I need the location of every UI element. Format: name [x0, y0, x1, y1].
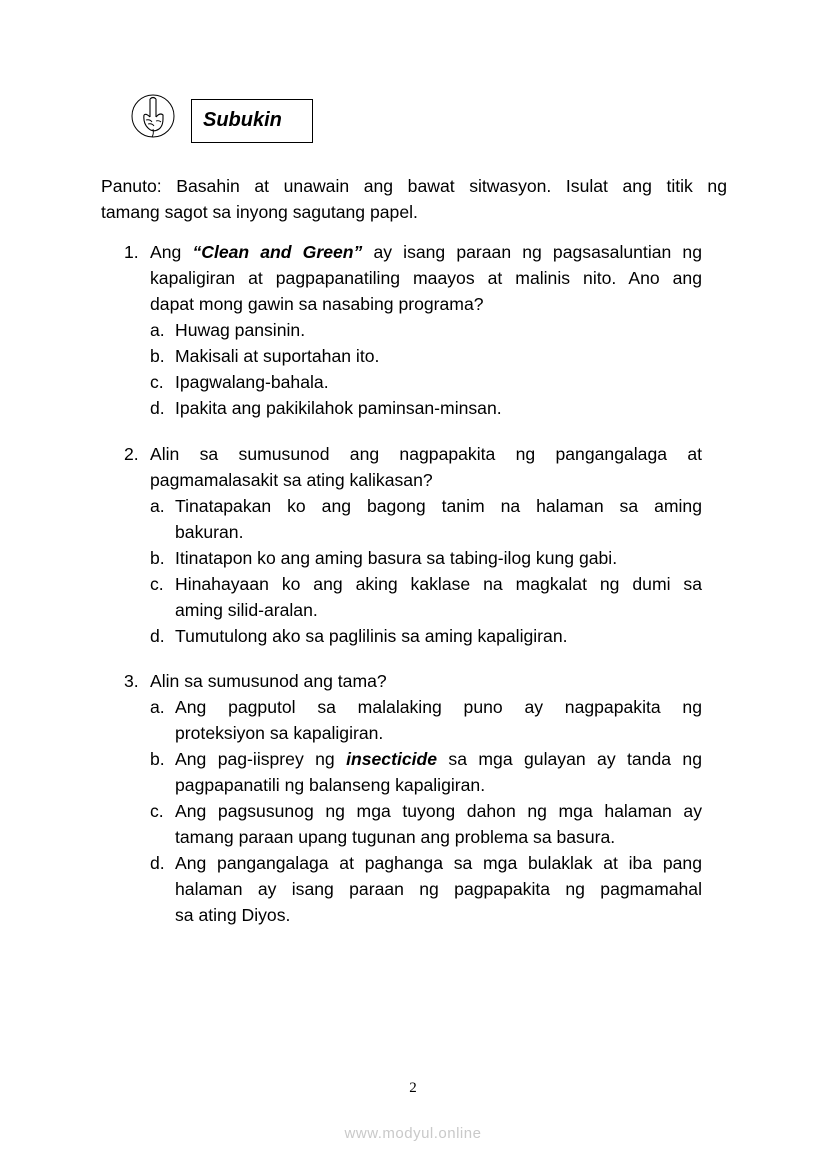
choice-a: [150, 694, 702, 746]
choice-text: aming silid-aralan.: [175, 600, 318, 620]
stem-line: [150, 239, 702, 265]
choice-letter: d.: [150, 853, 165, 873]
choice-text: Itinatapon ko ang aming basura sa tabing-ilog kung gabi.: [175, 548, 618, 568]
choice-text-part: sa mga gulayan ay tanda ng: [437, 749, 702, 769]
choice-letter: d.: [150, 398, 165, 418]
stem-line: dapat mong gawin sa nasabing programa?: [150, 294, 484, 314]
choice-text: Huwag pansinin.: [175, 320, 306, 340]
section-title-box: [191, 99, 313, 143]
choice-c: [150, 369, 702, 395]
choice-letter: c.: [150, 801, 164, 821]
choice-letter: a.: [150, 496, 165, 516]
choice-b: [150, 545, 702, 571]
choice-text: Makisali at suportahan ito.: [175, 346, 380, 366]
question-stem: [150, 668, 702, 694]
choice-letter: c.: [150, 372, 164, 392]
choice-text: Tinatapakan ko ang bagong tanim na halaman sa aming: [175, 496, 702, 516]
choice-a: [150, 317, 702, 343]
choice-letter: b.: [150, 749, 165, 769]
choice-text: pagpapanatili ng balanseng kapaligiran.: [175, 775, 486, 795]
choice-text: [175, 746, 702, 772]
page-number: 2: [409, 1080, 417, 1096]
choice-text: bakuran.: [175, 522, 244, 542]
choice-text-part: Ang pag-iisprey ng: [175, 749, 347, 769]
instructions-line: Panuto: Basahin at unawain ang bawat sitwasyon. Isulat ang titik ng: [101, 176, 727, 196]
instructions: [101, 173, 727, 225]
choice-text: Ipagwalang-bahala.: [175, 372, 329, 392]
question-number: 2.: [124, 444, 139, 464]
choice-text: tamang paraan upang tugunan ang problema sa basura.: [175, 827, 616, 847]
choice-letter: a.: [150, 320, 165, 340]
emphasized-term: “Clean and Green”: [192, 242, 363, 262]
watermark: www.modyul.online: [344, 1125, 482, 1142]
choice-d: [150, 850, 702, 928]
choice-b: [150, 343, 702, 369]
stem-line: Alin sa sumusunod ang nagpapakita ng pangangalaga at: [150, 444, 702, 464]
choice-text: Ang pangangalaga at paghanga sa mga bulaklak at iba pang: [175, 853, 702, 873]
question-number: 1.: [124, 242, 139, 262]
choice-b: [150, 746, 702, 798]
choice-letter: b.: [150, 548, 165, 568]
stem-line: Alin sa sumusunod ang tama?: [150, 671, 387, 691]
question-stem: [150, 239, 702, 317]
choice-letter: c.: [150, 574, 164, 594]
choice-c: [150, 571, 702, 623]
stem-text: Ang: [150, 242, 193, 262]
choice-text: sa ating Diyos.: [175, 905, 291, 925]
choice-text: Tumutulong ako sa paglilinis sa aming kapaligiran.: [175, 626, 568, 646]
choice-a: [150, 493, 702, 545]
section-title: Subukin: [203, 109, 282, 131]
choice-d: [150, 395, 702, 421]
choice-letter: a.: [150, 697, 165, 717]
choice-text: halaman ay isang paraan ng pagpapakita ng pagmamahal: [175, 879, 702, 899]
stem-text: ay isang paraan ng pagsasaluntian ng: [362, 242, 702, 262]
choice-d: [150, 623, 702, 649]
instructions-line: tamang sagot sa inyong sagutang papel.: [101, 202, 418, 222]
stem-line: pagmamalasakit sa ating kalikasan?: [150, 470, 433, 490]
question-number: 3.: [124, 671, 139, 691]
choice-list: [150, 694, 702, 928]
choice-letter: d.: [150, 626, 165, 646]
choice-c: [150, 798, 702, 850]
choice-text: Ang pagsusunog ng mga tuyong dahon ng mga halaman ay: [175, 801, 702, 821]
choice-list: [150, 317, 702, 421]
choice-text: proteksiyon sa kapaligiran.: [175, 723, 384, 743]
question-stem: [150, 441, 702, 493]
choice-list: [150, 493, 702, 649]
choice-text: Ang pagputol sa malalaking puno ay nagpapakita ng: [175, 697, 702, 717]
hand-pointing-icon: [130, 93, 176, 139]
choice-letter: b.: [150, 346, 165, 366]
choice-text: Hinahayaan ko ang aking kaklase na magkalat ng dumi sa: [175, 574, 702, 594]
stem-line: kapaligiran at pagpapanatiling maayos at malinis nito. Ano ang: [150, 268, 702, 288]
emphasized-term: insecticide: [346, 749, 438, 769]
choice-text: Ipakita ang pakikilahok paminsan-minsan.: [175, 398, 502, 418]
